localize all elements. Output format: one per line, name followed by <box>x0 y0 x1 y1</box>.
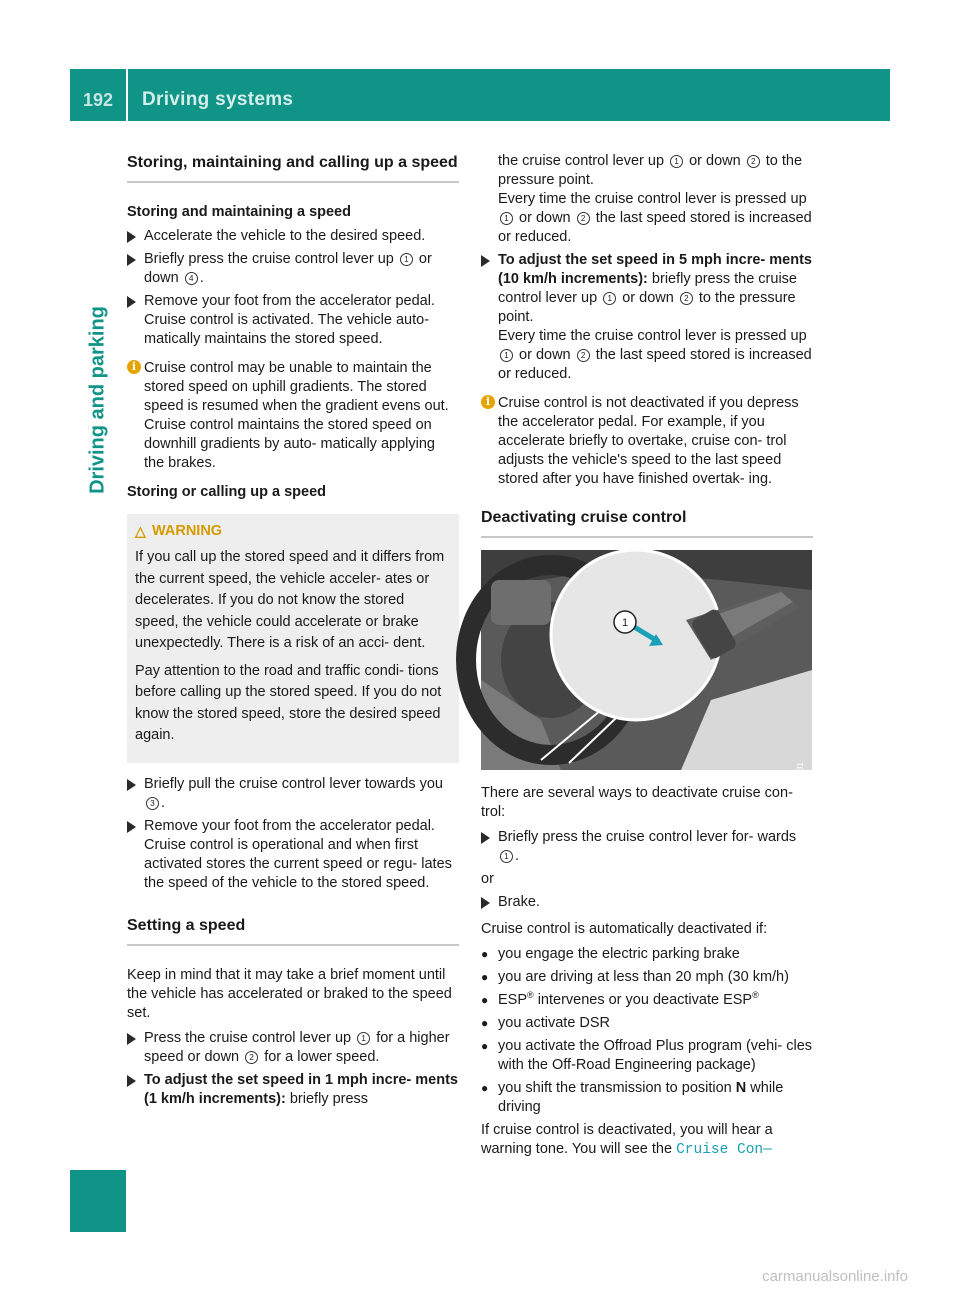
step <box>127 1029 459 1067</box>
paragraph <box>481 1121 813 1160</box>
step-text: briefly press <box>289 1090 369 1107</box>
step-text: Remove your foot from the accelerator pedal. Cruise control is operational and when first activated stores the current speed or regu- lates the speed of the vehicle to the stored speed. <box>144 817 452 891</box>
step <box>481 828 813 866</box>
step-text: or <box>418 251 432 267</box>
step-text: Every time the cruise control lever is pressed up <box>498 328 807 344</box>
step-arrow-icon <box>127 1033 136 1045</box>
circled-number-icon: 2 <box>577 212 590 225</box>
step-text: or down <box>519 210 571 226</box>
display-message-text: Cruise Con— <box>676 1142 772 1158</box>
subheading-storing-maintaining: Storing and maintaining a speed <box>127 204 351 220</box>
side-tab-label: Driving and parking <box>86 306 109 494</box>
step <box>481 251 813 384</box>
left-column <box>127 152 459 1113</box>
gear-position: N <box>735 1080 747 1096</box>
circled-number-icon: 3 <box>146 797 159 810</box>
info-text: Cruise control may be unable to maintain the stored speed on uphill gradients. The stored speed is resumed when the gradient evens out. Cruise control maintains the stored speed on downhill gradients by auto- matically applying the brakes. <box>144 360 449 471</box>
list-item <box>481 1079 813 1117</box>
step <box>127 817 459 893</box>
step-text: Briefly press the cruise control lever for- wards <box>498 829 797 845</box>
step-bold-text: To adjust the set speed in 5 mph incre- ments (10 km/h increments): <box>498 252 812 287</box>
list-item <box>481 1037 813 1075</box>
side-tab <box>70 121 126 1233</box>
step <box>127 1071 459 1109</box>
step-arrow-icon <box>481 832 490 844</box>
step-text: Briefly pull the cruise control lever towards you <box>144 775 443 792</box>
registered-mark: ® <box>752 990 759 1001</box>
list-item-text: you engage the electric parking brake <box>498 946 740 962</box>
info-text: Cruise control is not deactivated if you depress the accelerator pedal. For example, if you accelerate briefly to overtake, cruise con- trol adjusts the vehicle's speed to the last speed stored after you have finished overtak- ing. <box>498 395 799 487</box>
step-text: or down <box>689 153 741 169</box>
bullet-icon: ● <box>481 993 489 1007</box>
circled-number-icon: 1 <box>357 1032 370 1045</box>
warning-heading <box>135 522 451 541</box>
paragraph-text: If cruise control is deactivated, you will hear a warning tone. You will see the <box>481 1122 773 1157</box>
step-text: to the pressure point. <box>498 153 803 188</box>
step-arrow-icon <box>127 779 136 791</box>
page-number: 192 <box>82 90 114 110</box>
paragraph: Cruise control is automatically deactivated if: <box>481 921 768 937</box>
side-tab-block <box>70 1170 126 1232</box>
warning-text: If you call up the stored speed and it differs from the current speed, the vehicle acceler- ates or decelerates. If you do not know the stored speed, the vehicle could accelerate or brake unexpectedly. There is a risk of an acci- dent. <box>135 549 445 651</box>
list-item-text: intervenes or you deactivate ESP <box>537 992 753 1008</box>
info-icon: i <box>481 395 495 409</box>
list-item <box>481 945 813 964</box>
warning-label: WARNING <box>152 523 223 539</box>
circled-number-icon: 2 <box>747 155 760 168</box>
step-text: Brake. <box>498 894 540 910</box>
bullet-icon: ● <box>481 947 489 961</box>
step-arrow-icon <box>127 821 136 833</box>
info-note <box>127 359 459 473</box>
info-icon: i <box>127 360 141 374</box>
or-text: or <box>481 871 494 887</box>
step-text: to the pressure point. <box>498 290 796 325</box>
list-item-text: ESP <box>498 992 528 1008</box>
step-arrow-icon <box>127 254 136 266</box>
section-title-deactivating: Deactivating cruise control <box>481 507 813 538</box>
step-text: briefly press the cruise control lever up <box>498 271 797 306</box>
step-text: Press the cruise control lever up <box>144 1029 352 1046</box>
info-note <box>481 394 813 489</box>
circled-number-icon: 1 <box>400 253 413 266</box>
bullet-icon: ● <box>481 1016 489 1030</box>
list-item <box>481 1014 813 1033</box>
list-item-text: you are driving at less than 20 mph (30 km/h) <box>498 969 789 985</box>
step-arrow-icon <box>127 1075 136 1087</box>
watermark-text: carmanualsonline.info <box>762 1268 908 1285</box>
step-text: for a lower speed. <box>264 1048 380 1065</box>
circled-number-icon: 2 <box>577 349 590 362</box>
step-text: Accelerate the vehicle to the desired speed. <box>144 228 426 244</box>
header-divider <box>126 69 128 121</box>
subheading-storing-calling: Storing or calling up a speed <box>127 484 326 500</box>
step <box>127 227 459 246</box>
step-text: the last speed stored is increased or reduced. <box>498 347 812 382</box>
step <box>127 292 459 349</box>
step-arrow-icon <box>481 897 490 909</box>
list-item-text: you activate DSR <box>498 1015 611 1031</box>
step-text: Every time the cruise control lever is pressed up <box>498 191 807 207</box>
circled-number-icon: 1 <box>500 212 513 225</box>
step-text: down <box>144 270 179 286</box>
circled-number-icon: 1 <box>670 155 683 168</box>
paragraph: Keep in mind that it may take a brief moment until the vehicle has accelerated or braked to the speed set. <box>127 966 452 1021</box>
step-arrow-icon <box>127 296 136 308</box>
paragraph: There are several ways to deactivate cruise con- trol: <box>481 785 793 820</box>
circled-number-icon: 2 <box>245 1051 258 1064</box>
step-text: . <box>199 270 204 286</box>
step-text: . <box>515 848 520 864</box>
warning-box <box>127 514 459 763</box>
step-text: or down <box>519 347 571 363</box>
step <box>127 250 459 288</box>
circled-number-icon: 1 <box>500 349 513 362</box>
circled-number-icon: 1 <box>500 850 513 863</box>
step: Briefly pull the cruise control lever towards you 3 . <box>127 775 459 813</box>
registered-mark: ® <box>527 990 534 1001</box>
step-text: or down <box>622 290 674 306</box>
list-item <box>481 991 813 1010</box>
watermark <box>0 1268 960 1285</box>
figure-code: P54.25-1999-31 <box>796 762 805 820</box>
list-item-text: while driving <box>498 1080 784 1115</box>
warning-triangle-icon: △ <box>135 523 146 539</box>
step-text: the cruise control lever up <box>498 153 665 169</box>
step-arrow-icon <box>481 255 490 267</box>
section-title-setting: Setting a speed <box>127 915 459 946</box>
bullet-icon: ● <box>481 1081 489 1095</box>
figure-callout-number: 1 <box>621 617 629 629</box>
step-arrow-icon <box>127 231 136 243</box>
list-item-text: you shift the transmission to position <box>498 1080 732 1096</box>
circled-number-icon: 4 <box>185 272 198 285</box>
step-text: for a higher speed or down <box>144 1029 450 1065</box>
step-text: Briefly press the cruise control lever up <box>144 251 394 267</box>
warning-text: Pay attention to the road and traffic condi- tions before calling up the stored speed. If you do not know the stored speed, store the desired speed again. <box>135 662 442 743</box>
bullet-icon: ● <box>481 1039 489 1053</box>
bullet-icon: ● <box>481 970 489 984</box>
step-bold-text: To adjust the set speed in 1 mph incre- ments (1 km/h increments): <box>144 1071 458 1107</box>
right-column <box>481 152 813 1166</box>
list-item <box>481 968 813 987</box>
step-text: Remove your foot from the accelerator pedal. Cruise control is activated. The vehicle auto- matically maintains the stored speed. <box>144 293 435 347</box>
page-title: Driving systems <box>142 89 294 110</box>
circled-number-icon: 1 <box>603 292 616 305</box>
circled-number-icon: 2 <box>680 292 693 305</box>
step-text: the last speed stored is increased or reduced. <box>498 210 812 245</box>
continued-step <box>481 152 813 247</box>
step <box>481 893 813 912</box>
list-item-text: you activate the Offroad Plus program (vehi- cles with the Off-Road Engineering package) <box>498 1038 813 1073</box>
section-title-storing: Storing, maintaining and calling up a speed <box>127 152 459 183</box>
